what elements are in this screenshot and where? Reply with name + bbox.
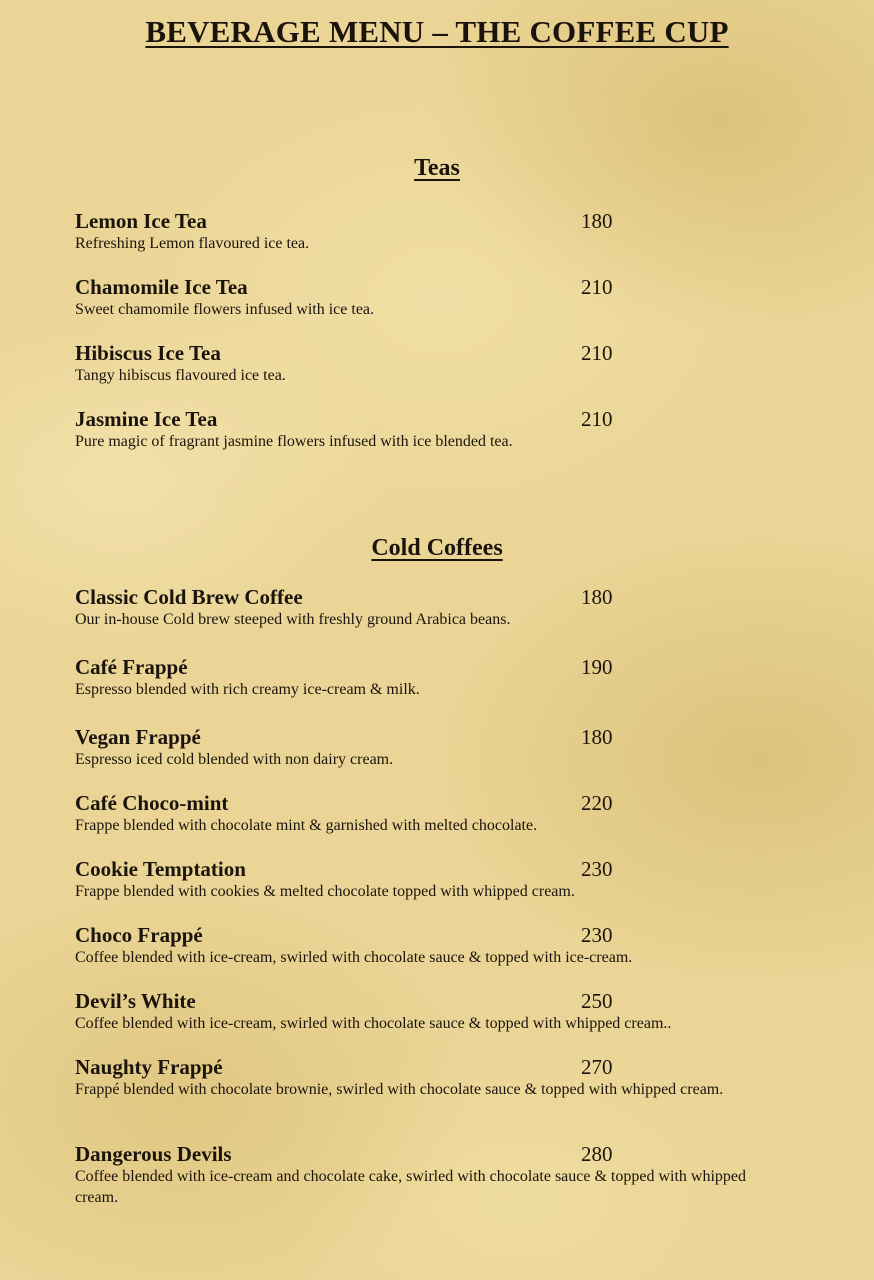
item-price: 280 — [581, 1142, 613, 1166]
item-description: Coffee blended with ice-cream, swirled with chocolate sauce & topped with whipped cream.. — [75, 1015, 672, 1032]
section-heading-teas: Teas — [414, 155, 460, 181]
item-price: 210 — [581, 407, 613, 431]
item-price: 230 — [581, 857, 613, 881]
item-price: 190 — [581, 655, 613, 679]
item-price: 180 — [581, 209, 613, 233]
item-name: Devil’s White — [75, 989, 196, 1013]
item-description: Our in-house Cold brew steeped with freshly ground Arabica beans. — [75, 611, 511, 628]
item-name: Café Choco-mint — [75, 791, 229, 815]
item-description: Tangy hibiscus flavoured ice tea. — [75, 367, 286, 384]
item-name: Chamomile Ice Tea — [75, 275, 248, 299]
item-name: Choco Frappé — [75, 923, 203, 947]
item-description: Espresso blended with rich creamy ice-cream & milk. — [75, 681, 420, 698]
item-price: 180 — [581, 725, 613, 749]
item-price: 210 — [581, 341, 613, 365]
item-description: Frappe blended with chocolate mint & garnished with melted chocolate. — [75, 817, 538, 834]
item-name: Dangerous Devils — [75, 1142, 232, 1166]
item-description: Pure magic of fragrant jasmine flowers infused with ice blended tea. — [75, 433, 513, 450]
item-description: Frappé blended with chocolate brownie, swirled with chocolate sauce & topped with whipped cream. — [75, 1081, 724, 1098]
item-name: Jasmine Ice Tea — [75, 407, 218, 431]
item-name: Classic Cold Brew Coffee — [75, 585, 303, 609]
item-name: Hibiscus Ice Tea — [75, 341, 221, 365]
item-name: Naughty Frappé — [75, 1055, 223, 1079]
item-price: 220 — [581, 791, 613, 815]
section-heading-cold-coffees: Cold Coffees — [371, 535, 503, 561]
item-description: Sweet chamomile flowers infused with ice tea. — [75, 301, 375, 318]
menu-title: BEVERAGE MENU – THE COFFEE CUP — [145, 14, 729, 49]
item-name: Lemon Ice Tea — [75, 209, 207, 233]
item-name: Café Frappé — [75, 655, 188, 679]
item-price: 230 — [581, 923, 613, 947]
item-description: Coffee blended with ice-cream and chocolate cake, swirled with chocolate sauce & topped with whipped cream. — [75, 1168, 747, 1206]
item-name: Vegan Frappé — [75, 725, 201, 749]
item-price: 180 — [581, 585, 613, 609]
item-price: 270 — [581, 1055, 613, 1079]
item-price: 250 — [581, 989, 613, 1013]
item-description: Refreshing Lemon flavoured ice tea. — [75, 235, 310, 252]
item-description: Frappe blended with cookies & melted chocolate topped with whipped cream. — [75, 883, 575, 900]
item-name: Cookie Temptation — [75, 857, 246, 881]
item-description: Espresso iced cold blended with non dairy cream. — [75, 751, 394, 768]
item-description: Coffee blended with ice-cream, swirled with chocolate sauce & topped with ice-cream. — [75, 949, 633, 966]
item-price: 210 — [581, 275, 613, 299]
